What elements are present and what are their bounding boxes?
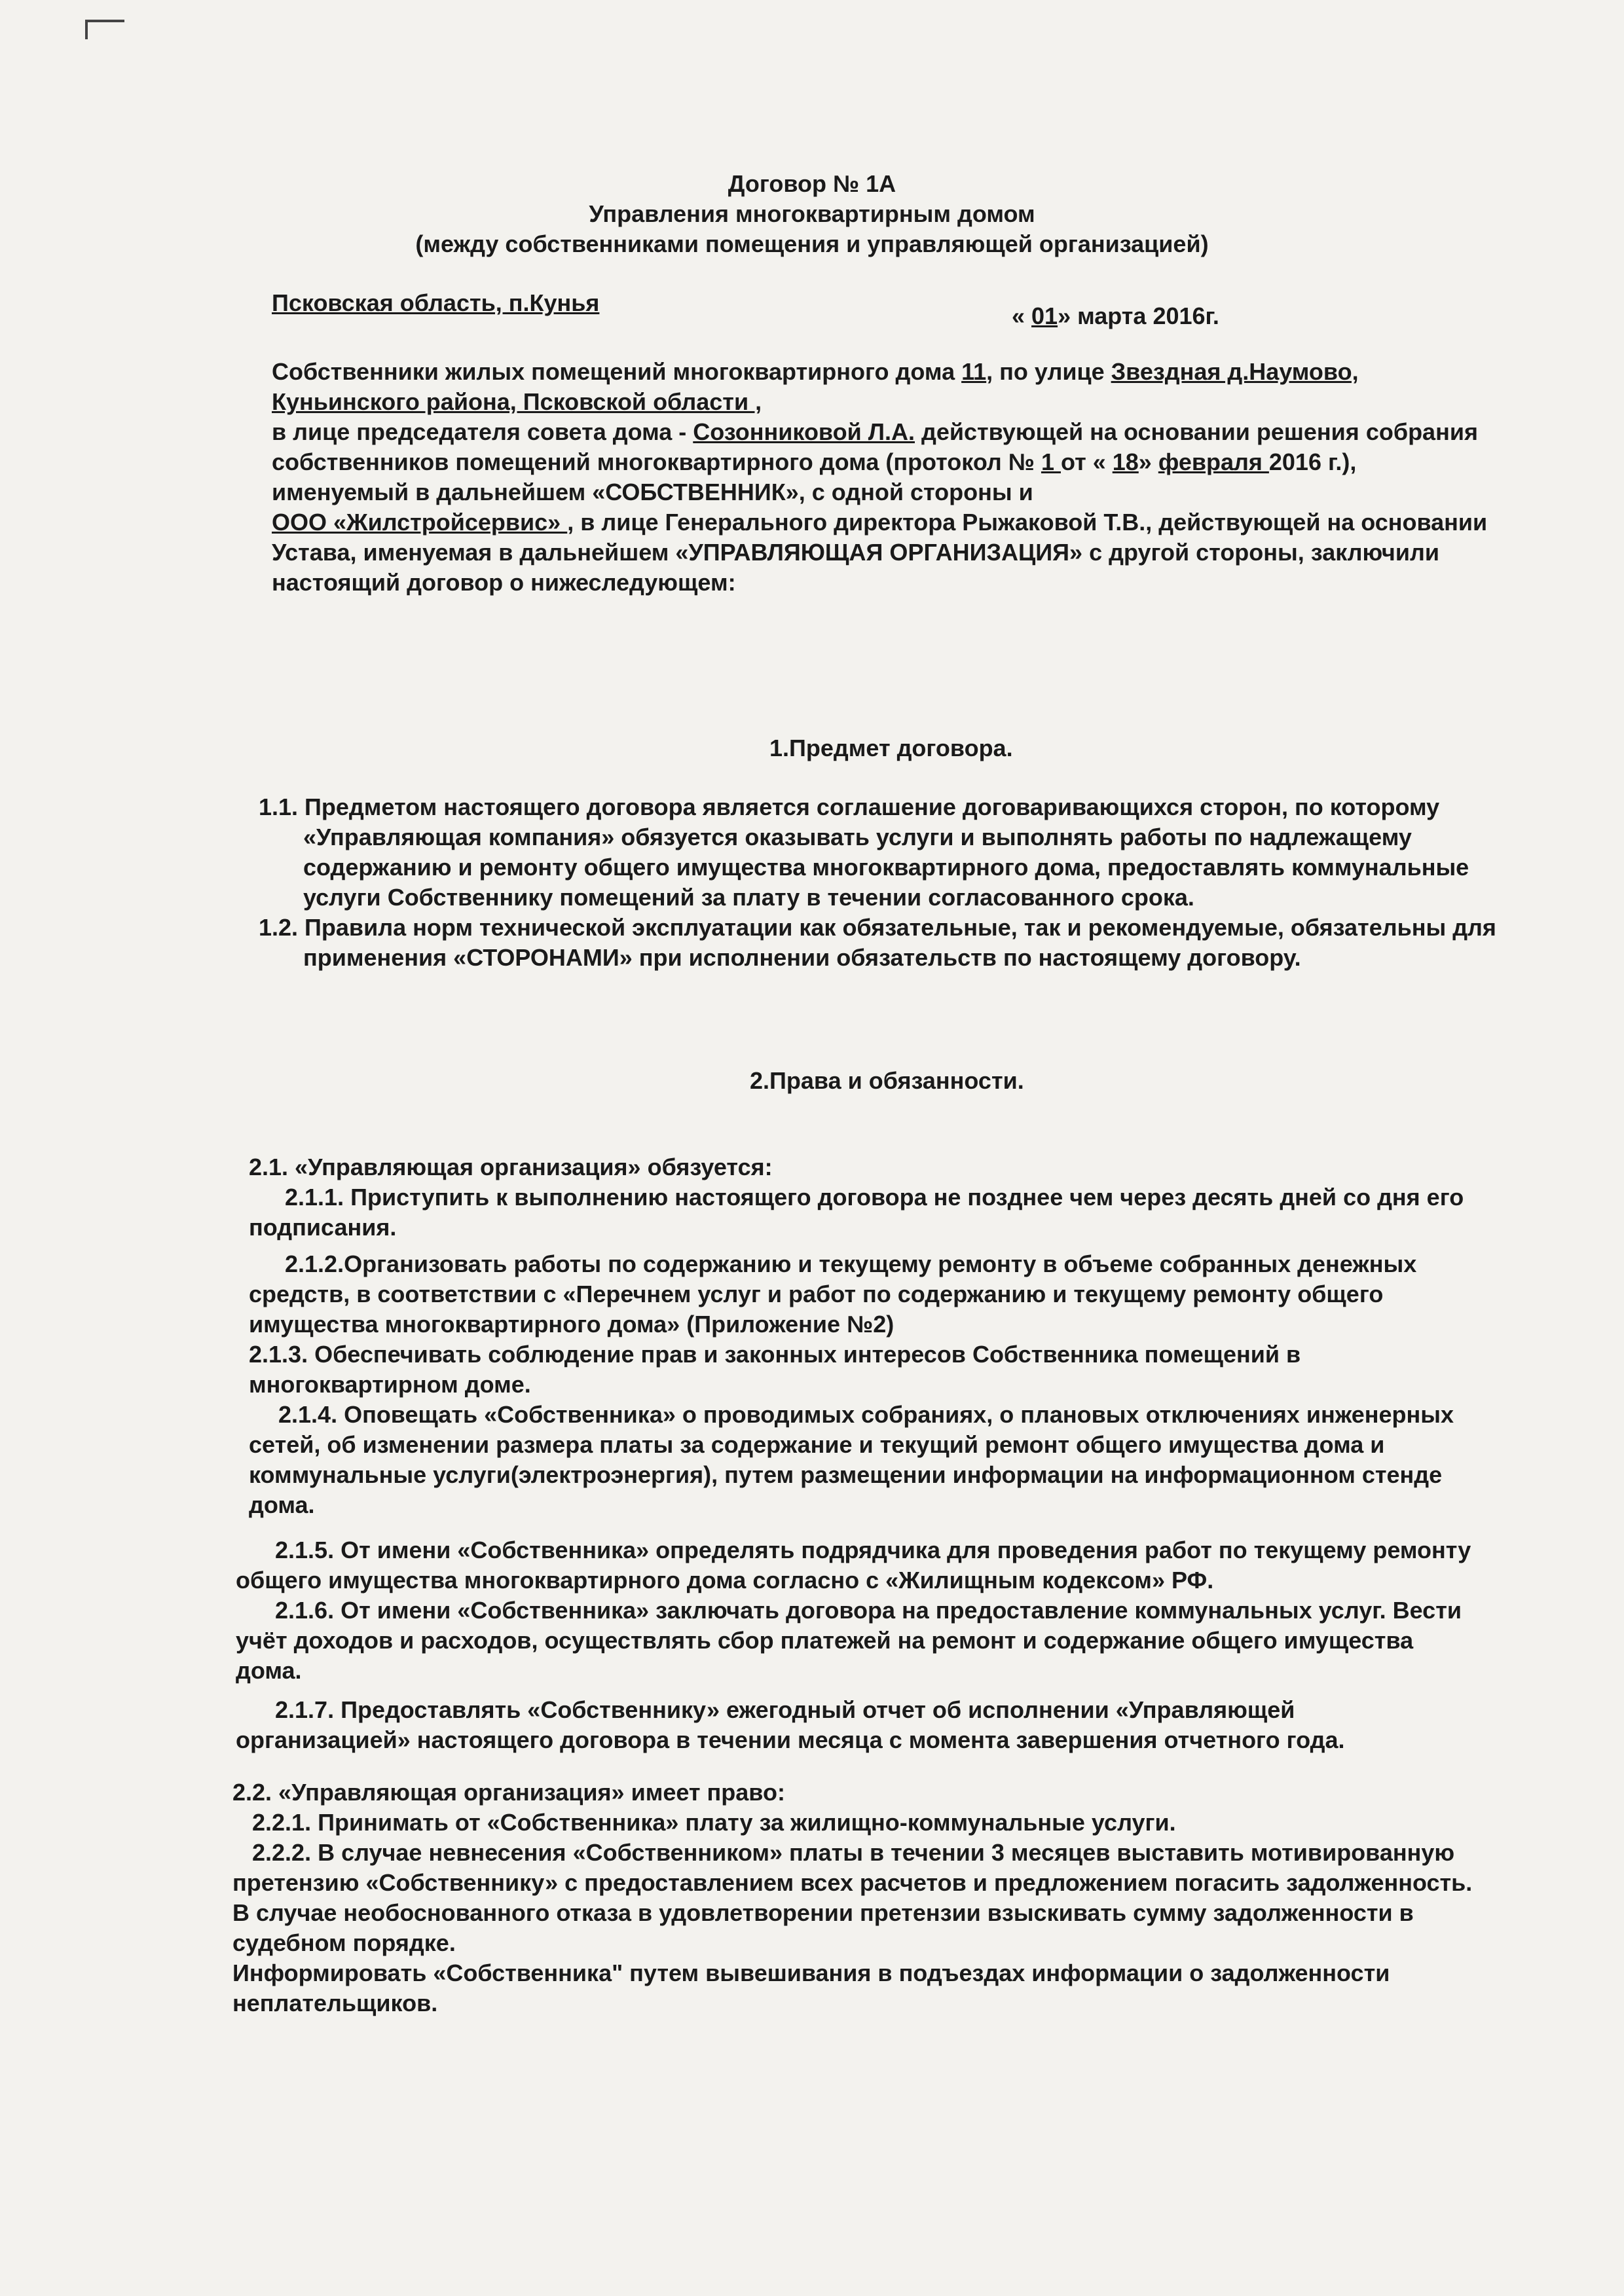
preamble-line-6 — [272, 507, 1487, 538]
clause-1-1-line: содержанию и ремонту общего имущества многоквартирного дома, предоставлять коммунальные — [303, 854, 1469, 881]
date-rest: » марта 2016г. — [1058, 302, 1219, 329]
preamble-text: » — [1138, 448, 1158, 475]
clause-1-2-line: 1.2. Правила норм технической эксплуатации как обязательные, так и рекомендуемые, обязательны для — [259, 914, 1496, 941]
clause-2-2-2-line: претензию «Собственнику» с предоставлением всех расчетов и предложением погасить задолженность. — [232, 1869, 1473, 1896]
clause-2-1-2-line: средств, в соответствии с «Перечнем услуг и работ по содержанию и текущему ремонту общего — [249, 1281, 1384, 1307]
preamble-line-1 — [272, 357, 1487, 387]
title-line: Договор № 1А — [728, 170, 896, 197]
clause-2-2-1: 2.2.1. Принимать от «Собственника» плату за жилищно-коммунальные услуги. — [252, 1809, 1176, 1836]
section2-body-c — [232, 1777, 1472, 2018]
company-name: ООО «Жилстройсервис» — [272, 509, 568, 536]
clause-2-1-7-line: 2.1.7. Предоставлять «Собственнику» ежегодный отчет об исполнении «Управляющей — [275, 1696, 1295, 1723]
clause-2-1-4-line: 2.1.4. Оповещать «Собственника» о проводимых собраниях, о плановых отключениях инженерных — [278, 1401, 1454, 1428]
clause-2-2: 2.2. «Управляющая организация» имеет право: — [232, 1779, 785, 1806]
date-day: 01 — [1031, 302, 1058, 329]
clause-2-1-4-line: дома. — [249, 1491, 315, 1518]
preamble-text: от « — [1060, 448, 1113, 475]
clause-2-1-3-line: многоквартирном доме. — [249, 1371, 531, 1398]
clause-2-1-4-line: коммунальные услуги(электроэнергия), путем размещении информации на информационном стенде — [249, 1461, 1443, 1488]
clause-2-1-6-line: учёт доходов и расходов, осуществлять сбор платежей на ремонт и содержание общего имущества — [236, 1627, 1414, 1654]
clause-1-2-line: применения «СТОРОНАМИ» при исполнении обязательств по настоящему договору. — [303, 944, 1301, 971]
clause-2-2-2-line: Информировать «Собственника" путем вывешивания в подъездах информации о задолженности — [232, 1959, 1390, 1986]
protocol-day: 18 — [1112, 448, 1139, 475]
preamble — [272, 357, 1487, 598]
clause-2-2-2-line: судебном порядке. — [232, 1929, 456, 1956]
contract-title — [0, 169, 1624, 259]
preamble-line-3 — [272, 417, 1487, 447]
clause-2-1-4-line: сетей, об изменении размера платы за содержание и текущий ремонт общего имущества дома и — [249, 1431, 1385, 1458]
chairperson-name: Созонниковой Л.А. — [693, 418, 915, 445]
date-prefix: « — [1012, 302, 1032, 329]
clause-1-1-line: услуги Собственнику помещений за плату в течении согласованного срока. — [303, 884, 1194, 911]
place-text: Псковская область, п.Кунья — [272, 289, 600, 316]
staple-mark — [85, 20, 124, 22]
clause-2-1-2-line: имущества многоквартирного дома» (Приложение №2) — [249, 1311, 895, 1338]
clause-2-1-2-line: 2.1.2.Организовать работы по содержанию и текущему ремонту в объеме собранных денежных — [285, 1250, 1417, 1277]
clause-2-1: 2.1. «Управляющая организация» обязуется: — [249, 1154, 773, 1180]
place-line — [272, 288, 599, 318]
clause-2-1-1-line: 2.1.1. Приступить к выполнению настоящего договора не позднее чем через десять дней со дня его — [285, 1184, 1464, 1211]
clause-2-2-2-line: В случае необоснованного отказа в удовлетворении претензии взыскивать сумму задолженности в — [232, 1899, 1414, 1926]
preamble-text: действующей на основании решения собрания — [914, 418, 1478, 445]
parties-note-line: (между собственниками помещения и управляющей организацией) — [415, 230, 1209, 257]
protocol-month: февраля — [1158, 448, 1269, 475]
preamble-line-4 — [272, 447, 1487, 477]
preamble-line-7: Устава, именуемая в дальнейшем «УПРАВЛЯЮЩАЯ ОРГАНИЗАЦИЯ» с другой стороны, заключили — [272, 539, 1439, 566]
preamble-text: Собственники жилых помещений многоквартирного дома — [272, 358, 962, 385]
clause-2-1-6-line: 2.1.6. От имени «Собственника» заключать договора на предоставление коммунальных услуг. Вести — [275, 1597, 1462, 1624]
section2-heading: 2.Права и обязанности. — [750, 1067, 1024, 1094]
date-line — [1012, 301, 1219, 331]
clause-2-1-6-line: дома. — [236, 1657, 302, 1684]
preamble-text: собственников помещений многоквартирного дома (протокол № — [272, 448, 1041, 475]
house-number: 11 — [961, 358, 987, 385]
preamble-text: 2016 г.), — [1268, 448, 1357, 475]
clause-1-1-line: 1.1. Предметом настоящего договора является соглашение договаривающихся сторон, по которому — [259, 793, 1440, 820]
clause-2-1-1-line: подписания. — [249, 1214, 397, 1241]
protocol-number: 1 — [1041, 448, 1061, 475]
section2-body-a — [249, 1152, 1464, 1520]
section1-body — [259, 792, 1496, 973]
clause-2-1-7-line: организацией» настоящего договора в течении месяца с момента завершения отчетного года. — [236, 1726, 1345, 1753]
clause-2-1-3-line: 2.1.3. Обеспечивать соблюдение прав и законных интересов Собственника помещений в — [249, 1341, 1301, 1368]
staple-mark-tick — [85, 20, 88, 39]
subtitle-line: Управления многоквартирным домом — [589, 200, 1035, 227]
section2-body-b — [236, 1535, 1471, 1755]
preamble-line-8: настоящий договор о нижеследующем: — [272, 569, 736, 596]
clause-2-2-2-line: 2.2.2. В случае невнесения «Собственником» платы в течении 3 месяцев выставить мотивированную — [252, 1839, 1455, 1866]
preamble-text: , в лице Генерального директора Рыжаковой Т.В., действующей на основании — [567, 509, 1488, 536]
clause-2-2-2-line: неплательщиков. — [232, 1990, 438, 2016]
section1-heading: 1.Предмет договора. — [769, 735, 1013, 761]
district-name: Куньинского района, Псковской области , — [272, 388, 762, 415]
clause-1-1-line: «Управляющая компания» обязуется оказывать услуги и выполнять работы по надлежащему — [303, 824, 1412, 850]
preamble-line-2 — [272, 387, 1487, 417]
preamble-line-5: именуемый в дальнейшем «СОБСТВЕННИК», с одной стороны и — [272, 479, 1033, 505]
preamble-text: в лице председателя совета дома - — [272, 418, 693, 445]
clause-2-1-5-line: общего имущества многоквартирного дома согласно с «Жилищным кодексом» РФ. — [236, 1567, 1214, 1594]
clause-2-1-5-line: 2.1.5. От имени «Собственника» определять подрядчика для проведения работ по текущему ремонту — [275, 1537, 1471, 1563]
preamble-text: , по улице — [986, 358, 1111, 385]
street-name: Звездная д.Наумово, — [1111, 358, 1359, 385]
